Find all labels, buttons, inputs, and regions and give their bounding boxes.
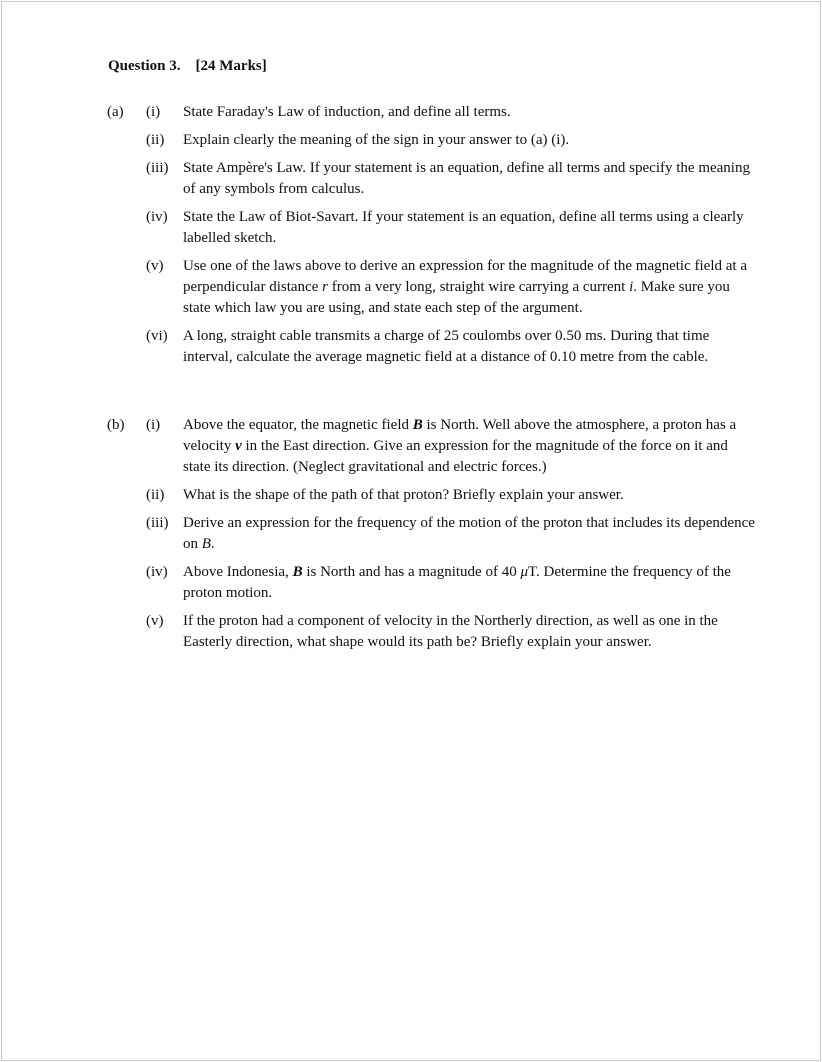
item-number: (vi): [146, 328, 168, 344]
item-text: A long, straight cable transmits a charge of 25 coulombs over 0.50 ms. During that time interval, calculate the average magnetic field at a distance of 0.10 metre from the cable.: [183, 328, 710, 365]
item-number: (i): [146, 104, 161, 120]
question-header: [108, 56, 267, 76]
item-text: State the Law of Biot-Savart. If your statement is an equation, define all terms using a clearly labelled sketch.: [183, 209, 744, 246]
part-b-item-iv: [2, 562, 820, 604]
item-text: State Ampère's Law. If your statement is an equation, define all terms and specify the meaning of any symbols from calculus.: [183, 160, 750, 197]
symbol-B: B: [292, 564, 303, 580]
text-segment: .: [210, 536, 215, 552]
part-a-item-v: [2, 256, 820, 319]
part-label: (a): [107, 104, 124, 120]
part-b-item-v: [2, 611, 820, 653]
text-segment: . Make sure you state which law you are using, and state each step of the argument.: [183, 279, 730, 316]
question-title: Question 3.: [108, 58, 181, 74]
item-text: [183, 415, 758, 478]
part-a-item-iii: [2, 158, 820, 200]
item-text: State Faraday's Law of induction, and define all terms.: [183, 104, 511, 120]
question-marks: [24 Marks]: [195, 58, 267, 74]
part-a: [2, 102, 820, 375]
symbol-B: B: [201, 536, 211, 552]
item-number: (iv): [146, 209, 168, 225]
symbol-v: v: [235, 438, 242, 454]
part-a-item-vi: [2, 326, 820, 368]
text-segment: is North. Well above the atmosphere, a proton has a velocity: [183, 417, 737, 454]
item-number: (v): [146, 258, 164, 274]
part-b-item-iii: [2, 513, 820, 555]
text-segment: in the East direction. Give an expression for the magnitude of the force on it and state its direction. (Neglect gravitational and electric forces.): [183, 438, 728, 475]
item-text: [183, 513, 758, 555]
item-number: (iv): [146, 564, 168, 580]
item-text: Explain clearly the meaning of the sign in your answer to (a) (i).: [183, 132, 570, 148]
item-number: (ii): [146, 487, 165, 503]
symbol-mu: μ: [520, 564, 528, 580]
item-number: (iii): [146, 160, 169, 176]
part-a-item-i: [2, 102, 820, 123]
part-label: (b): [107, 417, 125, 433]
text-segment: Use one of the laws above to derive an expression for the magnitude of the magnetic field at a perpendicular distance: [183, 258, 747, 295]
part-b-item-ii: [2, 485, 820, 506]
symbol-r: r: [322, 279, 328, 295]
item-text: What is the shape of the path of that proton? Briefly explain your answer.: [183, 487, 624, 503]
symbol-B: B: [412, 417, 423, 433]
item-number: (i): [146, 417, 161, 433]
item-text: If the proton had a component of velocity in the Northerly direction, as well as one in the Easterly direction, what shape would its path be? Briefly explain your answer.: [183, 613, 718, 650]
part-b-item-i: [2, 415, 820, 478]
text-segment: is North and has a magnitude of 40: [302, 564, 521, 580]
part-a-item-ii: [2, 130, 820, 151]
text-segment: Derive an expression for the frequency of the motion of the proton that includes its dependence on: [183, 515, 755, 552]
text-segment: Above Indonesia,: [183, 564, 293, 580]
item-number: (ii): [146, 132, 165, 148]
item-number: (iii): [146, 515, 169, 531]
item-number: (v): [146, 613, 164, 629]
part-a-item-iv: [2, 207, 820, 249]
item-text: [183, 256, 758, 319]
exam-page: [1, 1, 821, 1061]
text-segment: Above the equator, the magnetic field: [183, 417, 413, 433]
symbol-i: i: [629, 279, 634, 295]
part-b: [2, 415, 820, 660]
text-segment: T. Determine the frequency of the proton motion.: [183, 564, 731, 601]
text-segment: from a very long, straight wire carrying a current: [327, 279, 630, 295]
item-text: [183, 562, 758, 604]
